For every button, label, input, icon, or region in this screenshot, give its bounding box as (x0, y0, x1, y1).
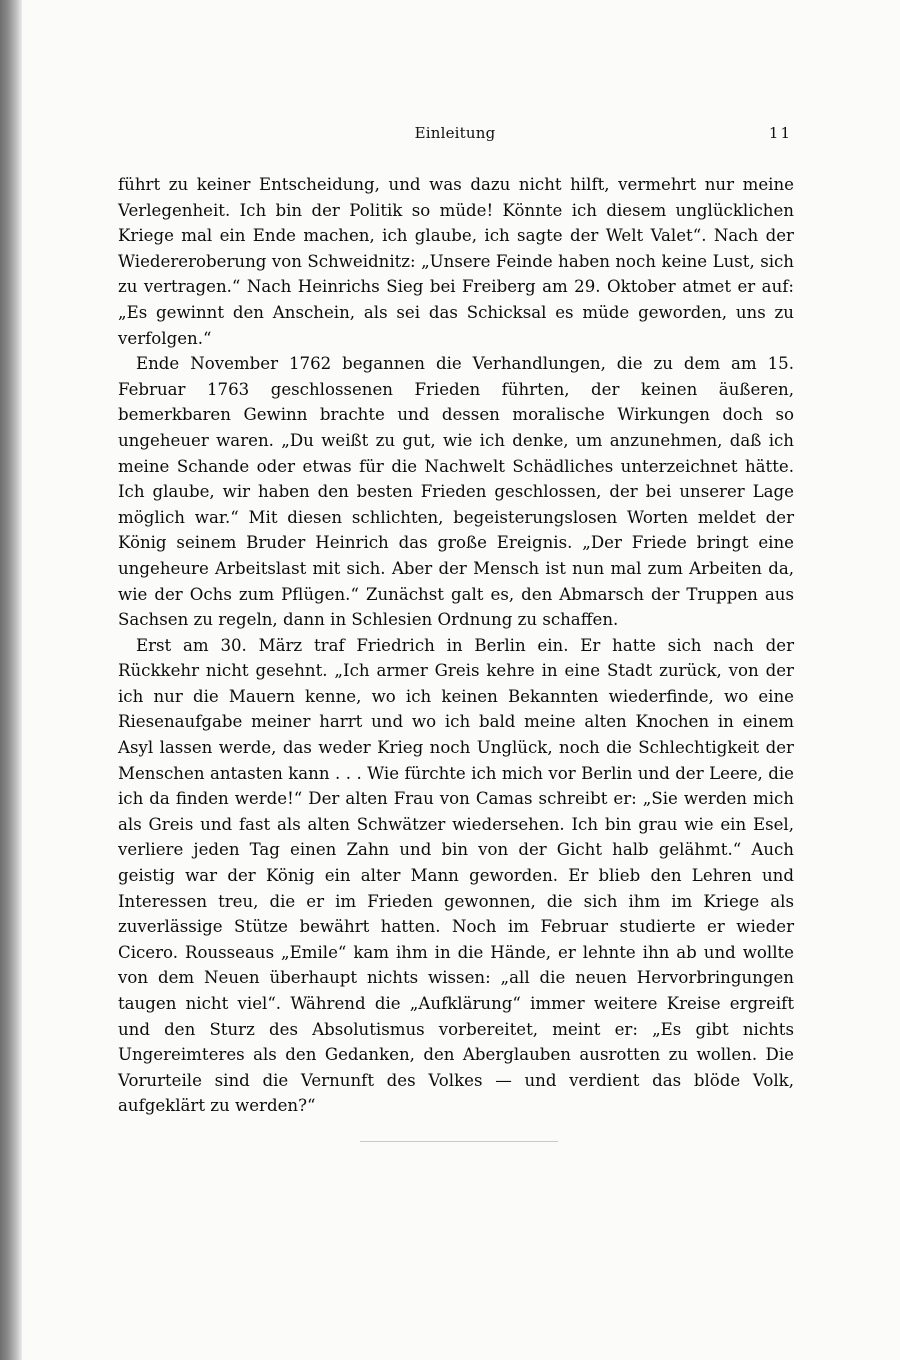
paragraph-1: führt zu keiner Entscheidung, und was dazu nicht hilft, vermehrt nur meine Verlegenheit. Ich bin der Politik so müde! Könnte ich diesem unglücklichen Kriege mal ein Ende machen, ich glaube, ich sagte der Welt Valet“. Nach der Wiedereroberung von Schweidnitz: „Unsere Feinde haben noch keine Lust, sich zu vertragen.“ Nach Heinrichs Sieg bei Freiberg am 29. Oktober atmet er auf: „Es gewinnt den Anschein, als sei das Schicksal es müde geworden, uns zu verfolgen.“ (118, 175, 794, 348)
footer-rule (360, 1141, 558, 1142)
page-number: 11 (768, 124, 792, 142)
paragraph-2: Ende November 1762 begannen die Verhandlungen, die zu dem am 15. Februar 1763 geschlossenen Frieden führten, der keinen äußeren, bemerkbaren Gewinn brachte und dessen moralische Wirkungen doch so ungeheuer waren. „Du weißt zu gut, wie ich denke, um anzunehmen, daß ich meine Schande oder etwas für die Nachwelt Schädliches unterzeichnet hätte. Ich glaube, wir haben den besten Frieden geschlossen, der bei unserer Lage möglich war.“ Mit diesen schlichten, begeisterungslosen Worten meldet der König seinem Bruder Heinrich das große Ereignis. „Der Friede bringt eine ungeheure Arbeitslast mit sich. Aber der Mensch ist nun mal zum Arbeiten da, wie der Ochs zum Pflügen.“ Zunächst galt es, den Abmarsch der Truppen aus Sachsen zu regeln, dann in Schlesien Ordnung zu schaffen. (118, 354, 794, 630)
body-text (118, 172, 794, 1119)
paragraph-3: Erst am 30. März traf Friedrich in Berlin ein. Er hatte sich nach der Rückkehr nicht gesehnt. „Ich armer Greis kehre in eine Stadt zurück, von der ich nur die Mauern kenne, wo ich keinen Bekannten wiederfinde, wo eine Riesenaufgabe meiner harrt und wo ich bald meine alten Knochen in einem Asyl lassen werde, das weder Krieg noch Unglück, noch die Schlechtigkeit der Menschen antasten kann . . . Wie fürchte ich mich vor Berlin und der Leere, die ich da finden werde!“ Der alten Frau von Camas schreibt er: „Sie werden mich als Greis und fast als alten Schwätzer wiedersehen. Ich bin grau wie ein Esel, verliere jeden Tag einen Zahn und bin von der Gicht halb gelähmt.“ Auch geistig war der König ein alter Mann geworden. Er blieb den Lehren und Interessen treu, die er im Frieden gewonnen, die sich ihm im Kriege als zuverlässige Stütze bewährt hatten. Noch im Februar studierte er wieder Cicero. Rousseaus „Emile“ kam ihm in die Hände, er lehnte ihn ab und wollte von dem Neuen überhaupt nichts wissen: „all die neuen Hervorbringungen taugen nicht viel“. Während die „Aufklärung“ immer weitere Kreise ergreift und den Sturz des Absolutismus vorbereitet, meint er: „Es gibt nichts Ungereimteres als den Gedanken, den Aberglauben ausrotten zu wollen. Die Vorurteile sind die Vernunft des Volkes — und verdient das blöde Volk, aufgeklärt zu werden?“ (118, 635, 794, 1116)
running-head (118, 124, 792, 148)
binding-shadow (0, 0, 22, 1360)
running-title: Einleitung (414, 124, 496, 142)
